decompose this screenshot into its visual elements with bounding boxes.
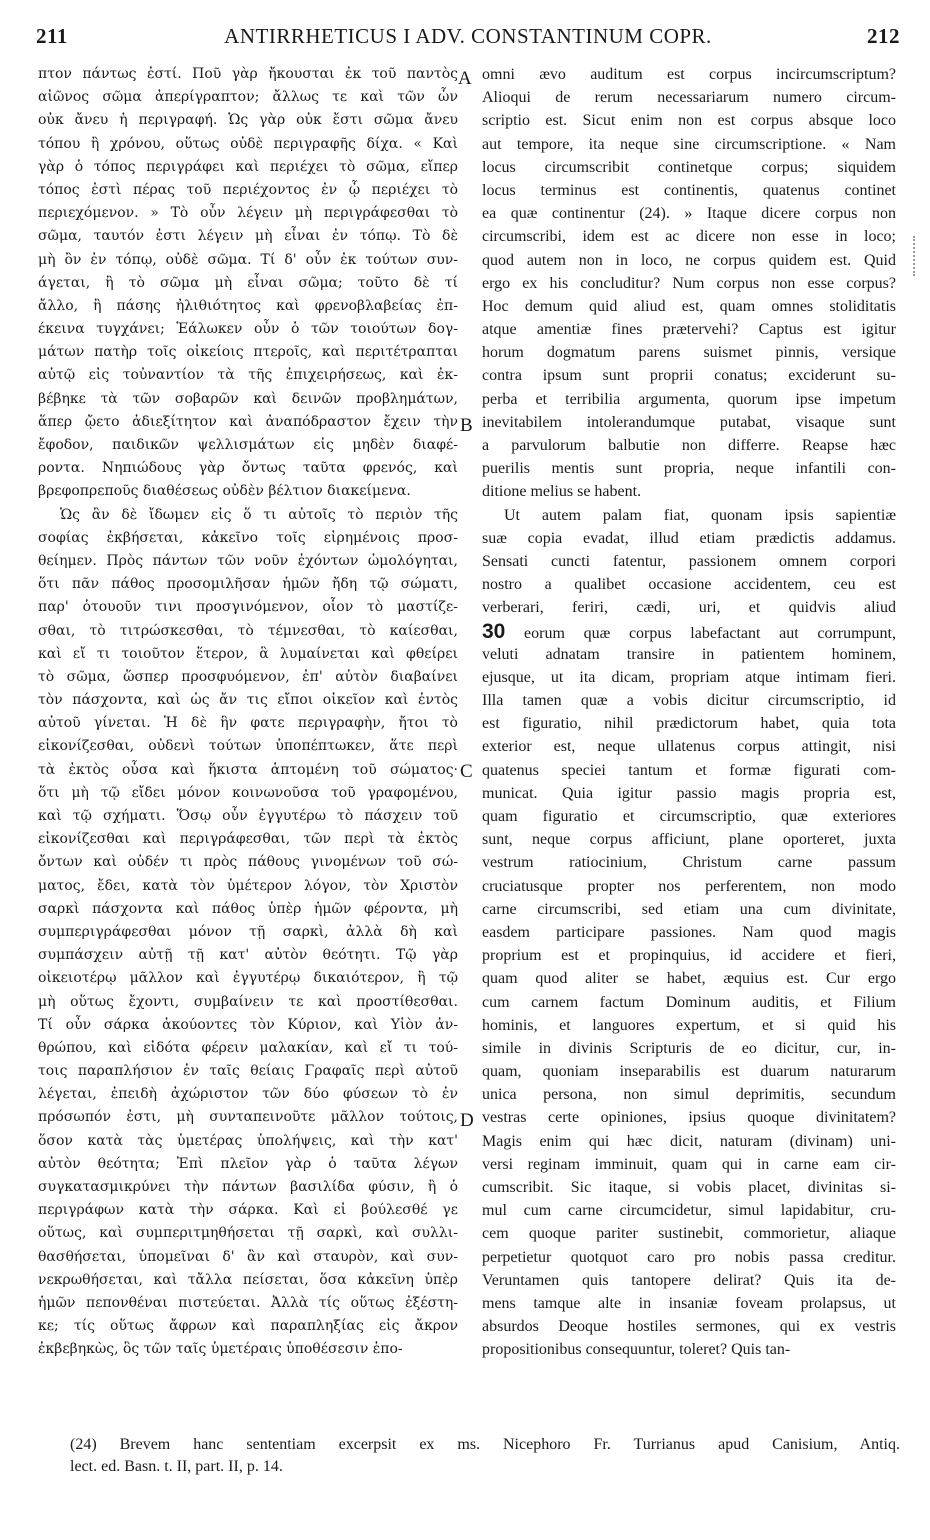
greek-line: οἰκειοτέρῳ μᾶλλον καὶ ἐγγυτέρῳ δικαιότερον, ἢ τῷ: [38, 970, 458, 987]
greek-line: περιγράφων κατὰ τὴν σάρκα. Καὶ εἰ βούλεσθέ γε: [38, 1202, 458, 1219]
latin-line: quam figuratio et circumscriptio, quæ exteriores: [482, 808, 896, 825]
greek-line: ἄλλο, ἢ πάσης ἠλιθιότητος καὶ φρενοβλαβείας ἐπ-: [38, 297, 458, 314]
greek-line: ἔφοδον, παιδικῶν ψελλισμάτων εἰς μηδὲν διαφέ-: [38, 437, 458, 453]
greek-line: συγκατασμικρύνει τὴν πάντων βασιλίδα φύσιν, ἢ ὁ: [38, 1179, 458, 1195]
latin-line: ditione melius se habent.: [482, 483, 642, 501]
greek-column: [38, 63, 458, 1362]
latin-line: ea quæ continentur (24). » Itaque dicere corpus non: [482, 205, 896, 223]
latin-line: Ut autem palam fiat, quonam ipsis sapientiæ: [504, 506, 896, 524]
latin-line: nostro a qualibet occasione accidentem, ceu est: [482, 576, 896, 594]
latin-line: Sensati cuncti fatentur, passionem omnem corpori: [482, 552, 896, 570]
greek-line: ὅσον κατὰ τὰς ὑμετέρας ὑπολήψεις, καὶ τὴν κατ': [38, 1132, 458, 1149]
latin-line: Hoc demum quid aliud est, quam omnes stoliditatis: [482, 297, 896, 315]
latin-line: veluti adnatam transire in patientem hominem,: [482, 645, 896, 663]
greek-line: ἅπερ ᾤετο ἀδιεξίτητον καὶ ἀναπόδραστον ἔχειν τὴν: [38, 413, 458, 430]
latin-line: cumscribit. Sic itaque, si vobis placet, divinitas si-: [482, 1179, 896, 1196]
greek-line: εἰκονίζεσθαι, οὐδενὶ τούτων ὑποπέπτωκεν, ἅτε περὶ: [38, 738, 458, 755]
latin-line: sunt, neque corpus afficiunt, plane oporteret, juxta: [482, 831, 896, 849]
greek-line: μὴ ὂν ἐν τόπῳ, οὐδὲ σῶμα. Τί δ' οὖν ἐκ τούτων συν-: [38, 251, 458, 268]
greek-line: θείημεν. Πρὸς πάντων τῶν νοῦν ἐχόντων ὡμολόγηται,: [38, 552, 458, 569]
latin-line: absurdos Deoque hostiles sermones, qui ex vestris: [482, 1318, 896, 1336]
latin-line: ejusque, ut ita dicam, propriam atque intimam fieri.: [482, 668, 896, 686]
latin-line: municat. Quia igitur passio magis propria est,: [482, 784, 896, 802]
latin-line: cem quoque pariter sustinebit, commorietur, aliaque: [482, 1225, 896, 1243]
running-header: [36, 24, 900, 54]
greek-line: ἐκβεβηκὼς, ὃς τῶν ταῖς ὑμετέραις ὑποθέσεσιν ἑπο-: [38, 1341, 403, 1358]
greek-line: Τί οὖν σάρκα ἀκούοντες τὸν Κύριον, καὶ Υἱὸν ἀν-: [38, 1016, 458, 1033]
latin-line: perba et terribilia argumenta, quorum ipse impetum: [482, 390, 896, 408]
latin-line: a parvulorum balbutie non differre. Reapse hæc: [482, 437, 896, 454]
footnote: [70, 1434, 900, 1478]
greek-line: Ὡς ἂν δὲ ἴδωμεν εἰς ὅ τι αὐτοῖς τὸ περιὸν τῆς: [60, 506, 458, 523]
greek-line: νεκρωθήσεται, καὶ τἄλλα πείσεται, ὅσα κἀκεῖνη ὑπὲρ: [38, 1271, 458, 1288]
greek-line: μάτων πατὴρ τοῖς οἰκείοις πτεροῖς, καὶ περιτέτραπται: [38, 344, 458, 361]
latin-column: [482, 63, 896, 1362]
greek-line: κε; τίς οὕτως ἄφρων καὶ παραπληξίας εἰς ἄκρον: [38, 1318, 458, 1335]
greek-line: οὕτως, καὶ συμπεριτμηθήσεται τῇ σαρκὶ, καὶ συλλι-: [38, 1225, 458, 1242]
greek-line: βρεφοπρεποῦς διαθέσεως οὐδὲν βέλτιον διακείμενα.: [38, 483, 411, 500]
greek-line: αὐτοῦ γίνεται. Ἡ δὲ ἣν φατε περιγραφὴν, ἤτοι τὸ: [38, 715, 458, 732]
latin-line: ergo ex his concluditur? Num corpus non esse corpus?: [482, 274, 896, 292]
greek-line: συμπάσχειν αὐτῇ τῇ κατ' αὐτὸν θεότητι. Τῷ γὰρ: [38, 947, 458, 964]
latin-line: simile in divinis Scripturis de eo dicitur, cur, in-: [482, 1039, 896, 1057]
greek-line: έκεινα τυγχάνει; Ἑάλωκεν οὖν ὁ τῶν τοιούτων δογ-: [38, 321, 458, 338]
footnote-line: (24) Brevem hanc sententiam excerpsit ex ms. Nicephoro Fr. Turrianus apud Canisium, Antiq.: [70, 1436, 900, 1453]
latin-line: quam, quoniam inseparabilis est duarum naturarum: [482, 1063, 896, 1081]
greek-line: άγεται, ἢ τὸ σῶμα μὴ εἶναι σῶμα; τοῦτο δὲ τί: [38, 274, 458, 291]
greek-line: τὰ ἐκτὸς οὖσα καὶ ἥκιστα ἁπτομένη τοῦ σώματος·: [38, 761, 458, 778]
greek-line: ὄντων καὶ οὐδέν τι πρὸς πάθους γινομένων τοῦ σώ-: [38, 854, 458, 871]
greek-line: αὐτῷ εἰς τοὐναντίον τὰ τῆς ἐπιχειρήσεως, καὶ ἐκ-: [38, 367, 458, 384]
greek-line: τόπου ἢ χρόνου, οὕτως οὐδὲ περιγραφῆς δίχα. « Καὶ: [38, 135, 458, 152]
latin-line: Illa tamen quæ a vobis dicitur circumscriptio, id: [482, 692, 896, 710]
greek-line: μὴ οὕτως ἔχοντι, συμβαίνειν τε καὶ προστίθεσθαι.: [38, 993, 458, 1010]
greek-line: καὶ τῷ σχήματι. Ὅσῳ οὖν ἐγγυτέρω τὸ πάσχειν τοῦ: [38, 808, 458, 824]
latin-line: atque amentiæ fines prætervehi? Captus est igitur: [482, 321, 896, 339]
latin-line: Veruntamen quis tantopere delirat? Quis ita de-: [482, 1271, 896, 1289]
latin-line: propositionibus consequuntur, toleret? Quis tan-: [482, 1341, 791, 1359]
greek-line: αἰῶνος σῶμα ἀπερίγραπτον; ἄλλως τε καὶ τῶν ὧν: [38, 89, 458, 106]
latin-line: est figuratio, nihil prædictorum habet, quia tota: [482, 715, 896, 733]
greek-line: τόπος ἐστὶ πέρας τοῦ περιέχοντος ἐν ᾧ περιέχει τὸ: [38, 181, 458, 198]
latin-line: contra ipsum sunt proprii conatus; exciderunt su-: [482, 367, 896, 385]
greek-line: τὸν πάσχοντα, καὶ ὡς ἄν τις εἴποι οἰκεῖον καὶ ἐντὸς: [38, 692, 458, 709]
footnote-line: lect. ed. Basn. t. II, part. II, p. 14.: [70, 1458, 283, 1475]
page-number-right: 212: [867, 24, 900, 48]
latin-line: vestras certe opiniones, ipsius quoque divinitatem?: [482, 1109, 896, 1127]
latin-line: Magis enim qui hæc dicit, naturam (divinam) uni-: [482, 1132, 896, 1150]
latin-line: suæ copia evadat, illud etiam prædictis addamus.: [482, 529, 896, 547]
latin-line: horum dogmatum parens suismet pinnis, versique: [482, 344, 896, 362]
latin-line: Alioqui de rerum necessariarum numero circum-: [482, 89, 896, 107]
latin-line: omni ævo auditum est corpus incircumscriptum?: [482, 66, 896, 83]
greek-line: λέγεται, ἐπειδὴ ἀχώριστον τῶν δύο φύσεων τὸ ἐν: [38, 1086, 458, 1103]
greek-line: θρώπου, καὶ εἰδότα φέρειν μαλακίαν, καὶ εἴ τι τού-: [38, 1039, 458, 1056]
latin-line: aut tempore, ita neque sine circumscriptione. « Nam: [482, 135, 896, 153]
latin-line: hominis, et languores expertum, et si quid his: [482, 1016, 896, 1034]
latin-line: locus circumscribit continetque corpus; siquidem: [482, 158, 896, 176]
greek-line: πτον πάντως ἐστί. Ποῦ γὰρ ἤκουσται ἐκ τοῦ παντὸς: [38, 66, 458, 82]
greek-line: σῶμα, ταυτόν ἐστι λέγειν μὴ εἶναι ἐν τόπῳ. Τὸ δὲ: [38, 228, 458, 245]
latin-line: perpetietur quotquot caro pro nobis passa creditur.: [482, 1248, 896, 1266]
greek-line: σθαι, τὸ τιτρώσκεσθαι, τὸ τέμνεσθαι, τὸ καίεσθαι,: [38, 622, 458, 639]
greek-line: οὐκ ἄνευ ἡ περιγραφή. Ὡς γὰρ οὐκ ἔστι σῶμα ἄνευ: [38, 112, 458, 129]
latin-line: inevitabilem intolerandumque putabat, visaque sunt: [482, 413, 896, 431]
latin-line: cruciatusque propter nos perferentem, non modo: [482, 877, 896, 895]
latin-line: unica persona, non simul deprimitis, secundum: [482, 1086, 896, 1104]
greek-line: τοις παραπλήσιον ἐν ταῖς θείαις Γραφαῖς περὶ αὐτοῦ: [38, 1063, 458, 1080]
greek-line: πρόσωπόν ἐστι, μὴ συνταπεινοῦτε μᾶλλον τούτοις,: [38, 1109, 458, 1126]
margin-letter-d: D: [460, 1110, 474, 1131]
greek-line: περιεχόμενον. » Τὸ οὖν λέγειν μὴ περιγράφεσθαι τὸ: [38, 205, 458, 222]
latin-line: locus terminus est continentis, quatenus continet: [482, 181, 896, 199]
greek-line: συμπεριγράφεσθαι μόνον τῇ σαρκὶ, ἀλλὰ δὴ καὶ: [38, 923, 458, 940]
latin-line: circumscribi, idem est ac dicere non esse in loco;: [482, 228, 896, 246]
greek-line: παρ' ὁτουοῦν τινι προσγινόμενον, οἷον τὸ μαστίζε-: [38, 599, 458, 616]
latin-line: quod autem non in loco, ne corpus quidem est. Quid: [482, 251, 896, 269]
margin-letter-c: C: [460, 761, 473, 782]
greek-line: ὅτι πᾶν πάθος προσομιλῆσαν ἡμῶν ἤδη τῷ σώματι,: [38, 576, 458, 593]
greek-line: σοφίας ἐκβήσεται, κἀκεῖνο τοῖς εἰρημένοις προσ-: [38, 529, 458, 546]
latin-line: mul cum carne circumcidetur, simul lapidabitur, cru-: [482, 1202, 896, 1220]
latin-line: [482, 620, 896, 643]
greek-line: θασθήσεται, ὑπομεῖναι δ' ἂν καὶ σταυρὸν, καὶ συν-: [38, 1248, 458, 1265]
greek-line: ροντα. Νηπιώδους γὰρ ὄντως ταῦτα φρενός, καὶ: [38, 460, 458, 477]
latin-line: scriptio est. Sicut enim non est corpus absque loco: [482, 112, 896, 130]
greek-line: βέβηκε τὰ τῶν σοβαρῶν καὶ δεινῶν προβλημάτων,: [38, 390, 458, 407]
latin-line: carne circumscribi, sed etiam una cum divinitate,: [482, 900, 896, 918]
greek-line: εἰκονίζεσθαι καὶ περιγράφεσθαι, τῶν περὶ τὰ ἐκτὸς: [38, 831, 458, 848]
margin-letter-a: A: [458, 68, 472, 89]
greek-line: ὅτι μὴ τῷ εἴδει μόνον κοινωνοῦσα τοῦ γραφομένου,: [38, 784, 458, 801]
column-number: 30: [482, 619, 506, 643]
latin-line: mens tamque alte in insaniæ foveam prolapsus, ut: [482, 1294, 896, 1312]
running-title: ANTIRRHETICUS I ADV. CONSTANTINUM COPR.: [224, 24, 712, 48]
latin-line: quatenus speciei tantum et formæ figurati com-: [482, 761, 896, 779]
greek-line: ματος, ἔδει, κατὰ τὸν ὑμέτερον λόγον, τὸν Χριστὸν: [38, 877, 458, 894]
latin-line: puerilis mentis sunt propria, neque infantili con-: [482, 460, 896, 478]
greek-line: τὸ σῶμα, ὥσπερ προσφυόμενον, ἐπ' αὐτὸν διαβαίνει: [38, 668, 458, 685]
latin-line: quam quod aliter se habet, æquius est. Cur ergo: [482, 970, 896, 988]
latin-line: versi reginam imminuit, quam qui in carne eam cir-: [482, 1155, 896, 1173]
latin-line: vestrum ratiocinium, Christum carne passum: [482, 854, 896, 872]
page-number-left: 211: [36, 24, 68, 48]
latin-line: exterior est, neque ullatenus corpus attingit, nisi: [482, 738, 896, 756]
margin-letter-b: B: [460, 415, 473, 436]
latin-line: proprium est et propinquius, id accidere et fieri,: [482, 947, 896, 965]
latin-line: verberari, feriri, cædi, uri, et quidvis aliud: [482, 599, 896, 617]
greek-line: γὰρ ὁ τόπος περιγράφει καὶ περιέχει τὸ σῶμα, εἴπερ: [38, 158, 458, 175]
latin-line: cum carnem factum Dominum auditis, et Filium: [482, 993, 896, 1011]
latin-line: easdem participare passiones. Nam quod magis: [482, 923, 896, 941]
greek-line: σαρκὶ πάσχοντα καὶ πάθος ὑπὲρ ἡμῶν φέροντα, μὴ: [38, 900, 458, 917]
greek-line: αὐτὸν θεότητα; Ἐπὶ πλεῖον γὰρ ὁ ταῦτα λέγων: [38, 1155, 458, 1172]
latin-line-text: eorum quæ corpus labefactant aut corrumpunt,: [524, 624, 896, 642]
greek-line: ἡμῶν πεπονθέναι πιστεύεται. Ἀλλὰ τίς οὕτως ἐξέστη-: [38, 1294, 458, 1311]
greek-line: καὶ εἴ τι τοιοῦτον ἕτερον, ἃ λυμαίνεται καὶ φθείρει: [38, 645, 458, 662]
margin-mark: [913, 236, 919, 276]
